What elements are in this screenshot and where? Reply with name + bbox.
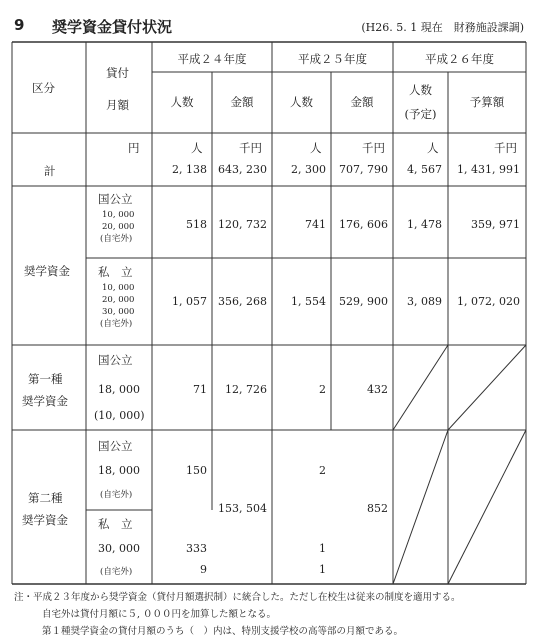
second-class-people-h25-national: 2 <box>319 464 326 477</box>
second-class-amount-h25: 852 <box>367 502 388 515</box>
header-people-planned-line1: 人数 <box>409 83 432 97</box>
unit-thousand-h25: 千円 <box>362 141 385 155</box>
scholarship-national-sub-2: 20, 000 <box>102 222 135 232</box>
scholarship-label: 奨学資金 <box>24 264 70 278</box>
total-people-h25: 2, 300 <box>291 163 326 176</box>
header-year-h24: 平成２４年度 <box>177 52 247 66</box>
scholarship-private-sub-3: 30, 000 <box>102 307 135 317</box>
scholarship-national-people-h26: 1, 478 <box>407 218 442 231</box>
second-class-private-note: (自宅外) <box>100 567 133 577</box>
scholarship-private-sub-4: (自宅外) <box>100 319 133 329</box>
unit-thousand-h26: 千円 <box>494 141 517 155</box>
second-class-label-line1: 第二種 <box>28 491 63 505</box>
first-class-monthly-amount: 18, 000 <box>98 383 140 396</box>
total-amount-h24: 643, 230 <box>218 163 267 176</box>
scholarship-private-label: 私 立 <box>98 265 133 279</box>
second-class-people-h25-private-2: 1 <box>319 563 326 576</box>
second-class-people-h24-private-2: 9 <box>200 563 207 576</box>
header-year-h25: 平成２５年度 <box>298 52 367 66</box>
header-budget-h26: 予算額 <box>469 95 505 109</box>
scholarship-national-sub-1: 10, 000 <box>102 210 135 220</box>
note-line-1: 注・平成２３年度から奨学資金（貸付月額選択制）に統合した。ただし在校生は従来の制度を適用する。 <box>14 592 461 603</box>
second-class-amount-h24: 153, 504 <box>218 502 267 515</box>
header-amount-h25: 金額 <box>350 95 374 109</box>
total-amount-h25: 707, 790 <box>339 163 388 176</box>
scholarship-national-amount-h25: 176, 606 <box>339 218 388 231</box>
page-title: 奨学資金貸付状況 <box>52 18 173 36</box>
scholarship-private-people-h24: 1, 057 <box>172 295 207 308</box>
scholarship-national-amount-h24: 120, 732 <box>218 218 267 231</box>
note-line-2: 自宅外は貸付月額に５, ０００円を加算した額となる。 <box>42 609 277 620</box>
header-loan-line1: 貸付 <box>106 66 129 80</box>
unit-person-h25: 人 <box>310 141 322 155</box>
first-class-amount-h24: 12, 726 <box>225 383 267 396</box>
second-class-private-amount: 30, 000 <box>98 542 140 555</box>
first-class-amount-h25: 432 <box>367 383 388 396</box>
note-line-3: 第１種奨学資金の貸付月額のうち（ ）内は、特別支援学校の高等部の月額である。 <box>42 626 404 637</box>
header-people-h24: 人数 <box>170 95 194 109</box>
header-people-h25: 人数 <box>290 95 313 109</box>
second-class-national-label: 国公立 <box>98 439 133 453</box>
second-class-private-label: 私 立 <box>98 517 133 531</box>
scholarship-national-sub-3: (自宅外) <box>100 234 133 244</box>
unit-person-h26: 人 <box>427 141 439 155</box>
scholarship-national-people-h25: 741 <box>305 218 326 231</box>
unit-yen: 円 <box>128 141 140 155</box>
first-class-label-line1: 第一種 <box>28 372 63 386</box>
total-people-h24: 2, 138 <box>172 163 207 176</box>
total-label: 計 <box>44 164 56 178</box>
first-class-people-h25: 2 <box>319 383 326 396</box>
first-class-label-line2: 奨学資金 <box>22 394 68 408</box>
first-class-monthly-label: 国公立 <box>98 353 133 367</box>
scholarship-private-amount-h24: 356, 268 <box>218 295 267 308</box>
scholarship-private-people-h26: 3, 089 <box>407 295 442 308</box>
unit-thousand-h24: 千円 <box>239 141 262 155</box>
scholarship-national-people-h24: 518 <box>186 218 207 231</box>
second-class-national-amount: 18, 000 <box>98 464 140 477</box>
scholarship-national-budget-h26: 359, 971 <box>471 218 520 231</box>
scholarship-private-sub-1: 10, 000 <box>102 283 135 293</box>
total-budget-h26: 1, 431, 991 <box>457 163 520 176</box>
header-loan-line2: 月額 <box>106 98 129 112</box>
scholarship-national-label: 国公立 <box>98 192 133 206</box>
second-class-people-h25-private-1: 1 <box>319 542 326 555</box>
second-class-national-note: (自宅外) <box>100 490 133 500</box>
header-amount-h24: 金額 <box>230 95 254 109</box>
second-class-people-h24-private-1: 333 <box>186 542 207 555</box>
first-class-monthly-special: (10, 000) <box>94 409 145 422</box>
second-class-label-line2: 奨学資金 <box>22 513 68 527</box>
title-number: 9 <box>14 16 25 34</box>
second-class-people-h24-national: 150 <box>186 464 207 477</box>
scholarship-private-sub-2: 20, 000 <box>102 295 135 305</box>
scholarship-private-people-h25: 1, 554 <box>291 295 326 308</box>
header-category: 区分 <box>32 81 55 95</box>
header-people-planned-line2: (予定) <box>404 107 437 121</box>
scholarship-private-budget-h26: 1, 072, 020 <box>457 295 520 308</box>
header-year-h26: 平成２６年度 <box>425 52 494 66</box>
total-people-h26: 4, 567 <box>407 163 442 176</box>
unit-person-h24: 人 <box>191 141 203 155</box>
first-class-people-h24: 71 <box>193 383 207 396</box>
scholarship-private-amount-h25: 529, 900 <box>339 295 388 308</box>
source-note: (H26. 5. 1 現在 財務施設課調) <box>361 21 524 34</box>
